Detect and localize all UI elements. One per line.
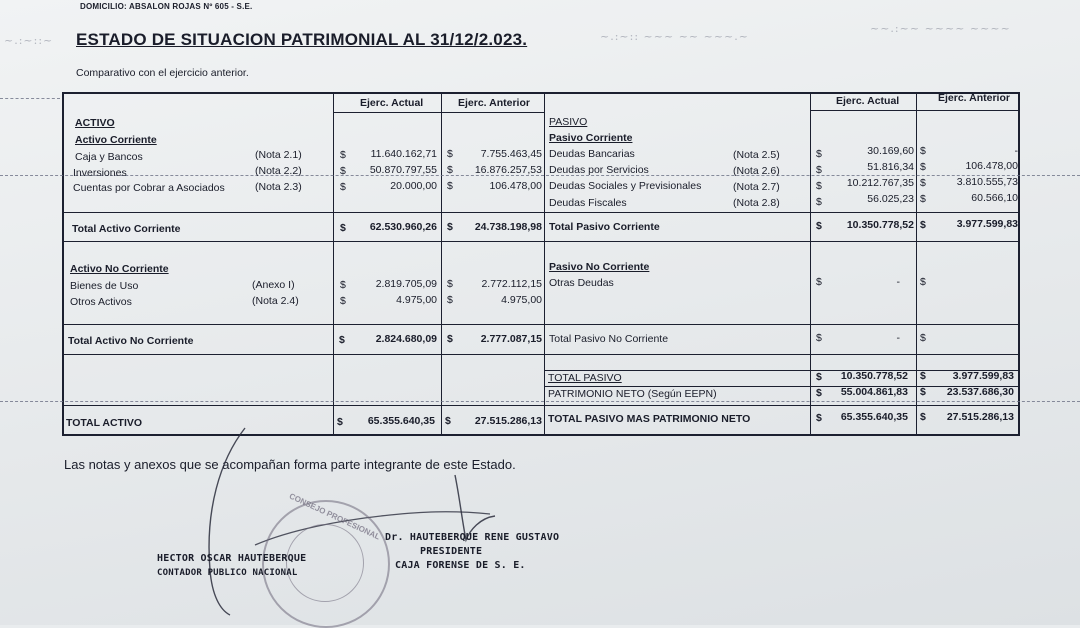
show-through-text: ~.:~:: ~~~ ~~ ~~~.~ <box>600 30 749 43</box>
pasivo-item-note: (Nota 2.8) <box>733 197 780 209</box>
col-divider <box>916 93 917 435</box>
header-anterior-right: Ejerc. Anterior <box>938 92 1010 104</box>
activo-item-actual: 4.975,00 <box>396 294 437 306</box>
currency-sign: $ <box>445 415 451 427</box>
row-divider <box>63 212 1019 213</box>
currency-sign: $ <box>447 148 453 160</box>
activo-item-name: Otros Activos <box>70 296 132 308</box>
currency-sign: $ <box>337 416 343 428</box>
pasivo-heading: PASIVO <box>549 116 588 128</box>
currency-sign: $ <box>816 220 822 232</box>
currency-sign: $ <box>816 332 822 344</box>
activo-corriente-heading: Activo Corriente <box>75 134 157 146</box>
currency-sign: $ <box>920 161 926 173</box>
currency-sign: $ <box>447 294 453 306</box>
page-subtitle: Comparativo con el ejercicio anterior. <box>76 67 249 79</box>
pasivo-item-note: (Nota 2.6) <box>733 165 780 177</box>
activo-item-actual: 2.819.705,09 <box>375 278 437 290</box>
row-divider <box>544 370 1019 371</box>
total-pasivo-label: TOTAL PASIVO <box>548 372 622 384</box>
row-divider <box>333 112 545 113</box>
activo-item-note: (Nota 2.2) <box>255 165 302 177</box>
activo-item-note: (Nota 2.3) <box>255 181 302 193</box>
show-through-text: ~~.:~~ ~~~~ ~~~~ <box>870 22 1011 35</box>
total-activo-corriente-actual: 62.530.960,26 <box>369 221 437 233</box>
total-pasivo-pn-label: TOTAL PASIVO MAS PATRIMONIO NETO <box>548 413 751 425</box>
pasivo-item-anterior: 106.478,00 <box>965 160 1018 172</box>
row-divider <box>810 110 1019 111</box>
currency-sign: $ <box>920 411 926 423</box>
signatory-1-name: HECTOR OSCAR HAUTEBERQUE <box>157 553 307 564</box>
total-activo-no-corriente-anterior: 2.777.087,15 <box>480 333 542 345</box>
pasivo-item-actual: - <box>896 276 900 288</box>
currency-sign: $ <box>447 221 453 233</box>
currency-sign: $ <box>816 412 822 424</box>
stamp-label: CONSEJO PROFESIONAL <box>287 491 382 542</box>
activo-item-anterior: 2.772.112,15 <box>481 278 542 290</box>
currency-sign: $ <box>816 276 822 288</box>
currency-sign: $ <box>920 145 926 157</box>
total-pasivo-actual: 10.350.778,52 <box>840 370 908 382</box>
currency-sign: $ <box>340 165 346 177</box>
currency-sign: $ <box>920 219 926 231</box>
total-pasivo-corriente-actual: 10.350.778,52 <box>846 219 914 231</box>
total-activo-no-corriente-label: Total Activo No Corriente <box>68 335 194 347</box>
activo-item-actual: 50.870.797,55 <box>369 164 437 176</box>
pasivo-item-actual: 10.212.767,35 <box>846 177 914 189</box>
pasivo-item-anterior: 3.810.555,73 <box>956 176 1018 188</box>
row-divider <box>63 354 1019 355</box>
currency-sign: $ <box>447 164 453 176</box>
currency-sign: $ <box>447 180 453 192</box>
patrimonio-neto-actual: 55.004.861,83 <box>840 386 908 398</box>
currency-sign: $ <box>816 371 822 383</box>
activo-item-note: (Anexo I) <box>252 279 295 291</box>
pasivo-corriente-heading: Pasivo Corriente <box>549 132 633 144</box>
total-pasivo-corriente-anterior: 3.977.599,83 <box>956 218 1018 230</box>
activo-item-actual: 20.000,00 <box>390 180 437 192</box>
row-divider <box>63 405 1019 406</box>
total-activo-corriente-anterior: 24.738.198,98 <box>474 221 542 233</box>
currency-sign: $ <box>340 279 346 291</box>
total-activo-anterior: 27.515.286,13 <box>474 415 542 427</box>
currency-sign: $ <box>920 177 926 189</box>
page-title: ESTADO DE SITUACION PATRIMONIAL AL 31/12/2.023. <box>76 30 528 49</box>
currency-sign: $ <box>340 181 346 193</box>
currency-sign: $ <box>816 180 822 192</box>
activo-item-name: Cuentas por Cobrar a Asociados <box>73 182 225 194</box>
activo-item-name: Bienes de Uso <box>70 280 139 292</box>
footer-note: Las notas y anexos que se acompañan forma parte integrante de este Estado. <box>64 457 516 472</box>
activo-item-anterior: 7.755.463,45 <box>480 148 542 160</box>
table-frame <box>62 92 1020 436</box>
pasivo-item-actual: 30.169,60 <box>867 145 914 157</box>
total-pasivo-pn-anterior: 27.515.286,13 <box>946 411 1014 423</box>
domicilio-line: DOMICILIO: ABSALON ROJAS Nº 605 - S.E. <box>80 2 253 11</box>
activo-item-note: (Nota 2.4) <box>252 295 299 307</box>
total-activo-actual: 65.355.640,35 <box>367 415 435 427</box>
patrimonio-neto-anterior: 23.537.686,30 <box>946 386 1014 398</box>
pasivo-item-name: Deudas por Servicios <box>549 164 649 176</box>
activo-no-corriente-heading: Activo No Corriente <box>70 263 169 275</box>
header-anterior-left: Ejerc. Anterior <box>458 97 530 109</box>
currency-sign: $ <box>920 332 926 344</box>
total-pasivo-corriente-label: Total Pasivo Corriente <box>549 221 660 233</box>
row-divider <box>63 241 1019 242</box>
header-actual-right: Ejerc. Actual <box>836 95 900 107</box>
total-pasivo-pn-actual: 65.355.640,35 <box>840 411 908 423</box>
total-activo-corriente-label: Total Activo Corriente <box>72 223 181 235</box>
pasivo-item-note: (Nota 2.7) <box>733 181 780 193</box>
pasivo-no-corriente-heading: Pasivo No Corriente <box>549 261 650 273</box>
pasivo-item-name: Deudas Fiscales <box>549 197 627 209</box>
signatory-2-org: CAJA FORENSE DE S. E. <box>395 560 526 571</box>
currency-sign: $ <box>340 149 346 161</box>
activo-item-name: Inversiones <box>73 167 127 179</box>
col-divider <box>441 93 442 435</box>
currency-sign: $ <box>816 148 822 160</box>
activo-heading: ACTIVO <box>75 117 115 129</box>
pasivo-item-name: Otras Deudas <box>549 277 614 289</box>
pasivo-item-name: Deudas Sociales y Previsionales <box>549 180 702 192</box>
currency-sign: $ <box>920 193 926 205</box>
total-pasivo-no-corriente-label: Total Pasivo No Corriente <box>549 333 669 345</box>
col-divider <box>544 93 545 435</box>
activo-item-actual: 11.640.162,71 <box>370 148 437 160</box>
activo-item-anterior: 4.975,00 <box>501 294 542 306</box>
currency-sign: $ <box>920 370 926 382</box>
currency-sign: $ <box>920 386 926 398</box>
currency-sign: $ <box>339 334 345 346</box>
currency-sign: $ <box>340 222 346 234</box>
show-through-line <box>0 401 1080 402</box>
currency-sign: $ <box>340 295 346 307</box>
row-divider <box>63 324 1019 325</box>
pasivo-item-anterior: 60.566,10 <box>971 192 1018 204</box>
currency-sign: $ <box>447 333 453 345</box>
currency-sign: $ <box>447 278 453 290</box>
col-divider <box>810 93 811 435</box>
total-activo-label: TOTAL ACTIVO <box>66 417 143 429</box>
currency-sign: $ <box>816 196 822 208</box>
activo-item-anterior: 106.478,00 <box>489 180 542 192</box>
signatory-2-name: Dr. HAUTEBERQUE RENE GUSTAVO <box>385 532 560 543</box>
activo-item-note: (Nota 2.1) <box>255 149 302 161</box>
show-through-line <box>0 98 60 99</box>
total-activo-no-corriente-actual: 2.824.680,09 <box>375 333 437 345</box>
pasivo-item-anterior: - <box>1014 145 1018 157</box>
header-actual-left: Ejerc. Actual <box>360 97 424 109</box>
pasivo-item-actual: 56.025,23 <box>867 193 914 205</box>
col-divider <box>333 93 334 435</box>
pasivo-item-actual: 51.816,34 <box>867 161 914 173</box>
pasivo-item-note: (Nota 2.5) <box>733 149 780 161</box>
total-pasivo-no-corriente-actual: - <box>896 332 900 344</box>
signatory-1-role: CONTADOR PUBLICO NACIONAL <box>157 568 298 578</box>
total-pasivo-anterior: 3.977.599,83 <box>952 370 1014 382</box>
professional-council-stamp <box>262 500 390 628</box>
pasivo-item-name: Deudas Bancarias <box>549 148 635 160</box>
activo-item-anterior: 16.876.257,53 <box>474 164 542 176</box>
currency-sign: $ <box>920 276 926 288</box>
patrimonio-neto-label: PATRIMONIO NETO (Según EEPN) <box>548 388 717 400</box>
show-through-text: ~.:~::~ <box>4 34 54 47</box>
currency-sign: $ <box>816 164 822 176</box>
currency-sign: $ <box>816 387 822 399</box>
signatory-2-role: PRESIDENTE <box>420 546 483 557</box>
activo-item-name: Caja y Bancos <box>75 151 143 163</box>
